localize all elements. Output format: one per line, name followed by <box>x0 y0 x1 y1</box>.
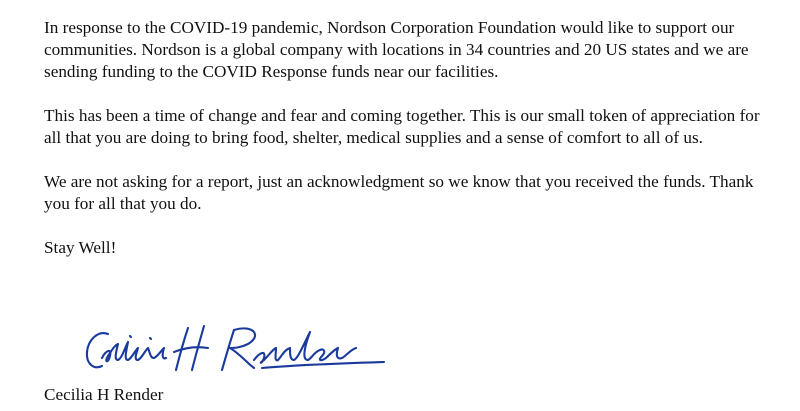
closing-line: Stay Well! <box>44 238 117 257</box>
signer-name: Cecilia H Render <box>44 385 164 404</box>
handwritten-signature <box>84 322 404 378</box>
letter-body <box>44 17 764 259</box>
paragraph-acknowledgment: We are not asking for a report, just an acknowledgment so we know that you received the funds. Thank you for all that you do. <box>44 172 754 213</box>
paragraph-covid-response: In response to the COVID-19 pandemic, Nordson Corporation Foundation would like to support our communities. Nordson is a global company with locations in 34 countries and 20 US states and we are sending funding to the COVID Response funds near our facilities. <box>44 18 749 81</box>
paragraph-appreciation: This has been a time of change and fear and coming together. This is our small token of appreciation for all that you are doing to bring food, shelter, medical supplies and a sense of comfort to all of us. <box>44 106 760 147</box>
